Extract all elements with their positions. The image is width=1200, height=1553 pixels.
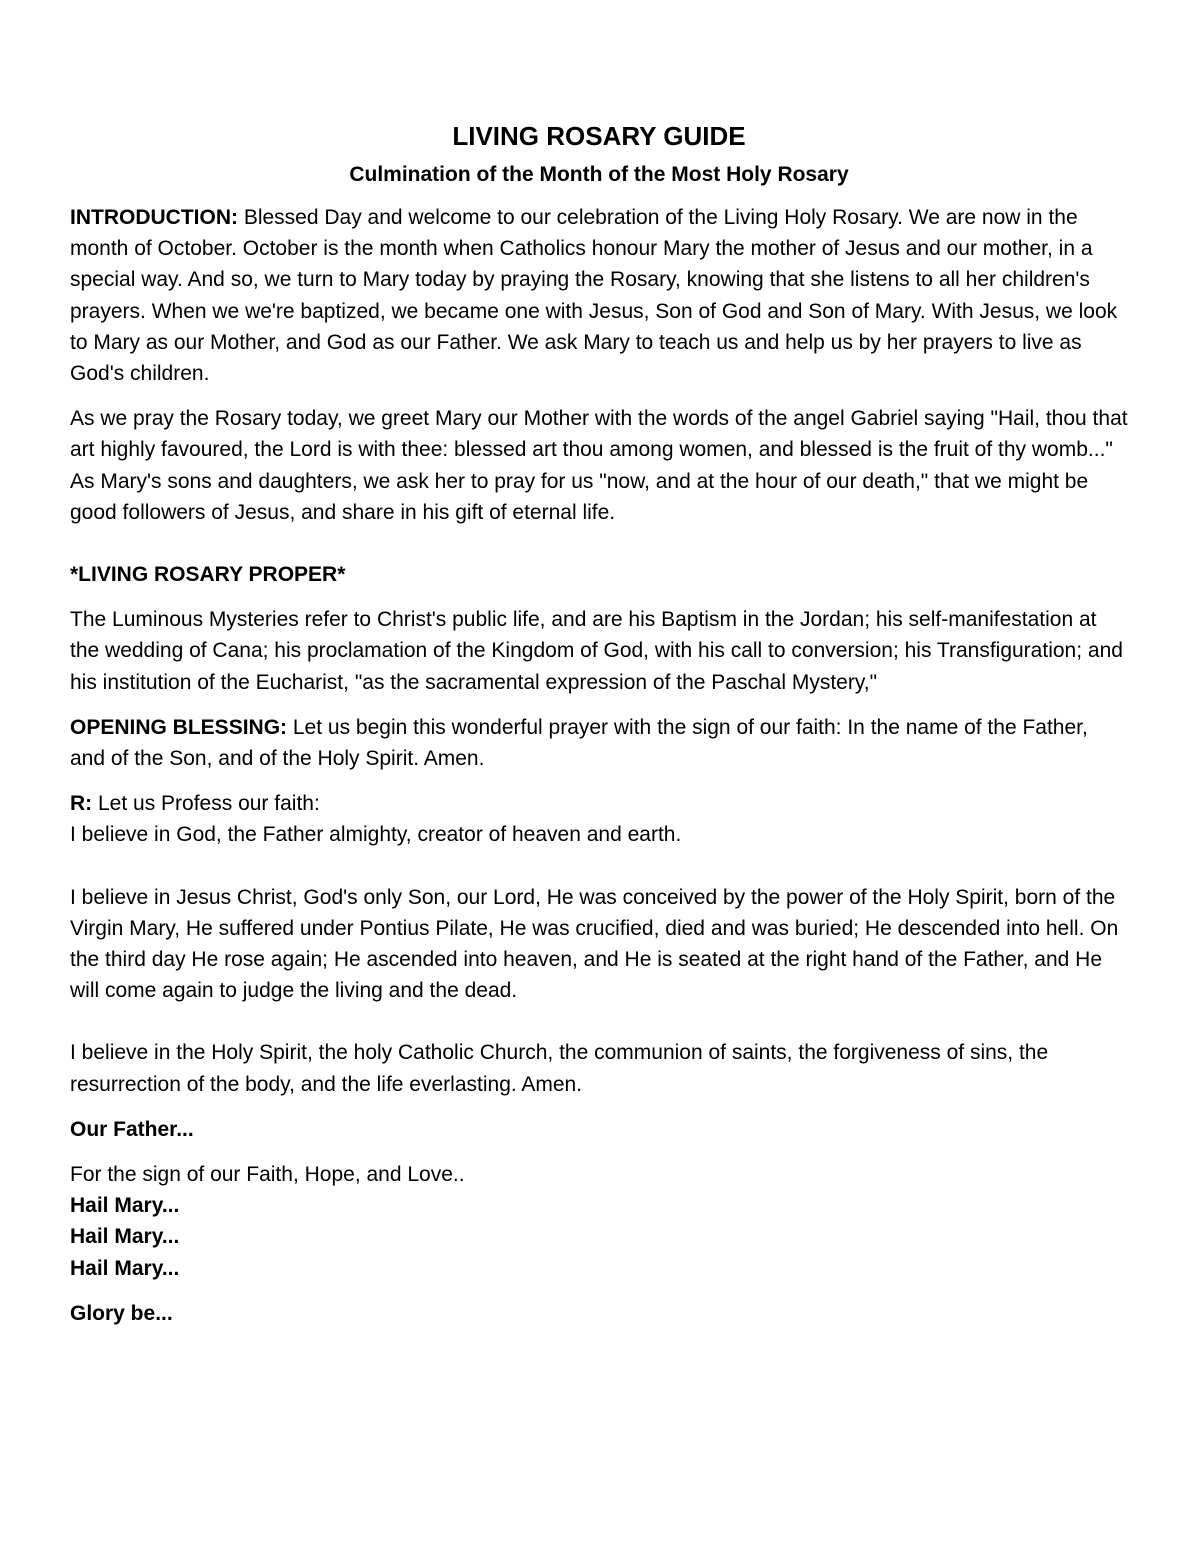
angel-greeting-paragraph: As we pray the Rosary today, we greet Mary our Mother with the words of the angel Gabriel saying "Hail, thou that art highly favoured, the Lord is with thee: blessed art thou among women, and blessed is the fruit of thy womb..." As Mary's sons and daughters, we ask her to pray for us "now, and at the hour of our death," that we might be good followers of Jesus, and share in his gift of eternal life. [70,407,1128,524]
luminous-mysteries-paragraph: The Luminous Mysteries refer to Christ's public life, and are his Baptism in the Jordan; his self-manifestation at the wedding of Cana; his proclamation of the Kingdom of God, with his call to conversion; his Transfiguration; and his institution of the Eucharist, "as the sacramental expression of the Paschal Mystery," [70,608,1123,694]
glory-be-line: Glory be... [70,1301,173,1325]
opening-blessing-label: OPENING BLESSING: [70,715,288,739]
our-father-line: Our Father... [70,1117,194,1141]
hail-mary-line: Hail Mary... [70,1225,180,1249]
opening-blessing-text: Let us begin this wonderful prayer with the sign of our faith: In the name of the Father, and of the Son, and of the Holy Spirit. Amen. [70,715,1088,771]
creed-god-line: I believe in God, the Father almighty, creator of heaven and earth. [70,823,682,847]
creed-jesus-paragraph: I believe in Jesus Christ, God's only Son, our Lord, He was conceived by the power of the Holy Spirit, born of the Virgin Mary, He suffered under Pontius Pilate, He was crucified, died and was buried; He descended into hell. On the third day He rose again; He ascended into heaven, and He is seated at the right hand of the Father, and He will come again to judge the living and the dead. [70,885,1119,1003]
profess-faith-line [70,788,1128,819]
creed-spirit-paragraph: I believe in the Holy Spirit, the holy Catholic Church, the communion of saints, the forgiveness of sins, the resurrection of the body, and the life everlasting. Amen. [70,1041,1049,1096]
response-label: R: [70,792,93,816]
introduction-text: Blessed Day and welcome to our celebration of the Living Holy Rosary. We are now in the month of October. October is the month when Catholics honour Mary the mother of Jesus and our mother, in a special way. And so, we turn to Mary today by praying the Rosary, knowing that she listens to all her children's prayers. When we we're baptized, we became one with Jesus, Son of God and Son of Mary. With Jesus, we look to Mary as our Mother, and God as our Father. We ask Mary to teach us and help us by her prayers to live as God's children. [70,206,1118,386]
introduction-paragraph [70,202,1128,389]
opening-blessing-paragraph [70,712,1128,774]
profess-faith-text: Let us Profess our faith: [92,792,320,816]
hail-mary-line: Hail Mary... [70,1256,180,1280]
sign-of-faith-line: For the sign of our Faith, Hope, and Love.. [70,1163,465,1187]
document-subtitle: Culmination of the Month of the Most Holy Rosary [349,163,849,186]
hail-mary-line: Hail Mary... [70,1194,180,1218]
document-title: LIVING ROSARY GUIDE [452,121,746,151]
introduction-label: INTRODUCTION: [70,206,238,229]
proper-heading: *LIVING ROSARY PROPER* [70,563,346,587]
